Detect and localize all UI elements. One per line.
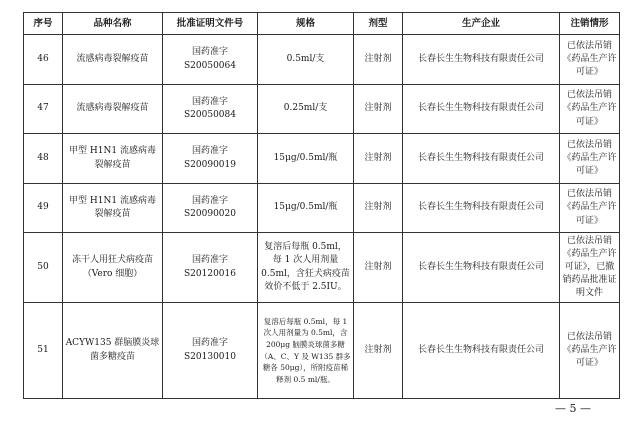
- header-form: 剂型: [354, 13, 403, 35]
- cell-status: 已依法吊销《药品生产许可证》，已撤销药品批准证明文件: [560, 233, 620, 303]
- header-approval: 批准证明文件号: [163, 13, 258, 35]
- cell-approval: 国药准字 S20090020: [163, 184, 258, 233]
- cell-spec: 0.5ml/支: [258, 35, 354, 85]
- cell-spec: 复溶后每瓶 0.5ml，每 1 次人用剂量为 0.5ml，含 200μg 脑膜炎球菌多糖（A、C、Y 及 W135 群多糖各 50μg），所附疫苗稀释剂 0.5 ml/瓶。: [258, 303, 354, 399]
- cell-status: 已依法吊销《药品生产许可证》: [560, 134, 620, 184]
- header-no: 序号: [24, 13, 63, 35]
- cell-name: 流感病毒裂解疫苗: [63, 85, 163, 134]
- cell-form: 注射剂: [354, 184, 403, 233]
- table-row: [24, 303, 620, 399]
- vaccine-registration-table: [23, 12, 620, 399]
- cell-name: 甲型 H1N1 流感病毒裂解疫苗: [63, 184, 163, 233]
- cell-company: 长春长生生物科技有限责任公司: [403, 233, 560, 303]
- cell-company: 长春长生生物科技有限责任公司: [403, 35, 560, 85]
- cell-no: 50: [24, 233, 63, 303]
- cell-company: 长春长生生物科技有限责任公司: [403, 184, 560, 233]
- cell-no: 48: [24, 134, 63, 184]
- cell-form: 注射剂: [354, 233, 403, 303]
- table-row: [24, 184, 620, 233]
- cell-status: 已依法吊销《药品生产许可证》: [560, 184, 620, 233]
- cell-spec: 0.25ml/支: [258, 85, 354, 134]
- cell-name: 流感病毒裂解疫苗: [63, 35, 163, 85]
- cell-form: 注射剂: [354, 134, 403, 184]
- cell-approval: 国药准字 S20050064: [163, 35, 258, 85]
- cell-approval: 国药准字 S20130010: [163, 303, 258, 399]
- cell-status: 已依法吊销《药品生产许可证》: [560, 85, 620, 134]
- cell-company: 长春长生生物科技有限责任公司: [403, 85, 560, 134]
- cell-no: 51: [24, 303, 63, 399]
- cell-form: 注射剂: [354, 35, 403, 85]
- cell-no: 46: [24, 35, 63, 85]
- cell-status: 已依法吊销《药品生产许可证》: [560, 303, 620, 399]
- cell-company: 长春长生生物科技有限责任公司: [403, 134, 560, 184]
- cell-spec: 15μg/0.5ml/瓶: [258, 134, 354, 184]
- cell-company: 长春长生生物科技有限责任公司: [403, 303, 560, 399]
- cell-approval: 国药准字 S20050084: [163, 85, 258, 134]
- cell-form: 注射剂: [354, 85, 403, 134]
- table-row: [24, 134, 620, 184]
- cell-name: 甲型 H1N1 流感病毒裂解疫苗: [63, 134, 163, 184]
- header-company: 生产企业: [403, 13, 560, 35]
- header-spec: 规格: [258, 13, 354, 35]
- page-number: — 5 —: [555, 402, 591, 415]
- table-row: [24, 233, 620, 303]
- cell-approval: 国药准字 S20120016: [163, 233, 258, 303]
- table-header-row: [24, 13, 620, 35]
- cell-status: 已依法吊销《药品生产许可证》: [560, 35, 620, 85]
- cell-spec: 复溶后每瓶 0.5ml，每 1 次人用剂量 0.5ml，含狂犬病疫苗效价不低于 2.5IU。: [258, 233, 354, 303]
- cell-name: ACYW135 群脑膜炎球菌多糖疫苗: [63, 303, 163, 399]
- header-status: 注销情形: [560, 13, 620, 35]
- cell-spec: 15μg/0.5ml/瓶: [258, 184, 354, 233]
- cell-name: 冻干人用狂犬病疫苗（Vero 细胞）: [63, 233, 163, 303]
- table-row: [24, 85, 620, 134]
- cell-form: 注射剂: [354, 303, 403, 399]
- table-row: [24, 35, 620, 85]
- cell-approval: 国药准字 S20090019: [163, 134, 258, 184]
- header-name: 品种名称: [63, 13, 163, 35]
- cell-no: 47: [24, 85, 63, 134]
- cell-no: 49: [24, 184, 63, 233]
